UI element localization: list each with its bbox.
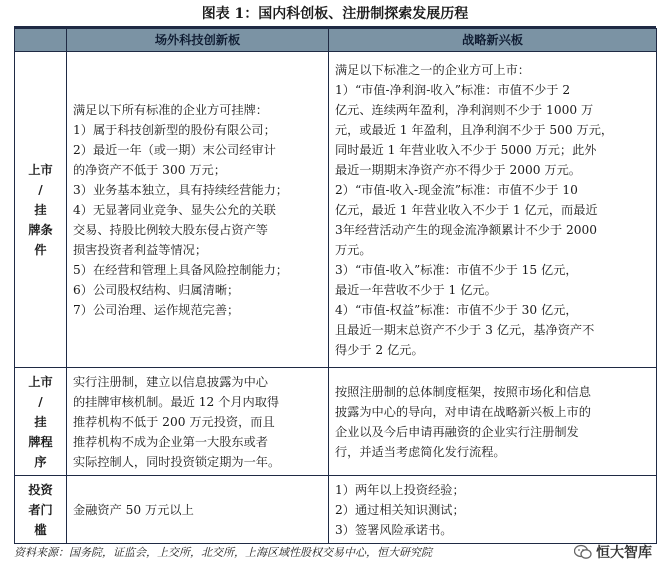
table-row [15,476,657,544]
row-col1-cell: 满足以下所有标准的企业方可挂牌： 1）属于科技创新型的股份有限公司； 2）最近一年（或一期）末公司经审计 的净资产不低于 300 万元； 3）业务基本独立，具有持续经营能力； 4）无显著同业竞争、显失公允的关联 交易、持股比例较大股东侵占资产等 损害投资者利益等情况； 5）在经营和管理上具备风险控制能力； 6）公司股权结构、归属清晰； 7）公司治理、运作规范完善； [67,52,329,368]
watermark [574,542,652,562]
source-note: 资料来源：国务院，证监会，上交所，北交所，上海区域性股权交易中心，恒大研究院 [14,546,432,559]
table-row [15,368,657,476]
comparison-table [14,28,657,544]
row-col2-cell: 1）两年以上投资经验； 2）通过相关知识测试； 3）签署风险承诺书。 [329,476,657,544]
row-label: 上市 / 挂 牌程 序 [15,368,67,476]
header-col2: 战略新兴板 [329,29,657,52]
table-row [15,52,657,368]
row-col1-cell: 实行注册制，建立以信息披露为中心 的挂牌审核机制。最近 12 个月内取得 推荐机构不低于 200 万元投资，而且 推荐机构不成为企业第一大股东或者 实际控制人，同时投资锁定期为一年。 [67,368,329,476]
figure-title: 图表 1：国内科创板、注册制探索发展历程 [201,6,469,22]
row-label: 投资 者门 槛 [15,476,67,544]
row-col2-cell: 满足以下标准之一的企业方可上市： 1）“市值-净利润-收入”标准：市值不少于 2 亿元、连续两年盈利，净利润则不少于 1000 万 元，或最近 1 年盈利，且净利润不少于 500 万元， 同时最近 1 年营业收入不少于 5000 万元；此外 最近一期期末净资产亦不得少于 2000 万元。 2）“市值-收入-现金流”标准：市值不少于 10 亿元，最近 1 年营业收入不少于 1 亿元，而最近 3年经营活动产生的现金流净额累计不少于 2000 万元。 3）“市值-收入”标准：市值不少于 15 亿元， 最近一年营收不少于 1 亿元。 4）“市值-权益”标准：市值不少于 30 亿元， 且最近一期末总资产不少于 3 亿元，基净资产不 得少于 2 亿元。 [329,52,657,368]
watermark-text: 恒大智库 [596,545,652,561]
row-col2-cell: 按照注册制的总体制度框架，按照市场化和信息 披露为中心的导向，对申请在战略新兴板上市的 企业以及今后申请再融资的企业实行注册制发 行，并适当考虑简化发行流程。 [329,368,657,476]
row-label: 上市 / 挂 牌条 件 [15,52,67,368]
header-blank-cell [15,29,67,52]
wechat-icon [574,544,592,560]
row-col1-cell: 金融资产 50 万元以上 [67,476,329,544]
header-row [15,29,657,52]
header-col1: 场外科技创新板 [67,29,329,52]
